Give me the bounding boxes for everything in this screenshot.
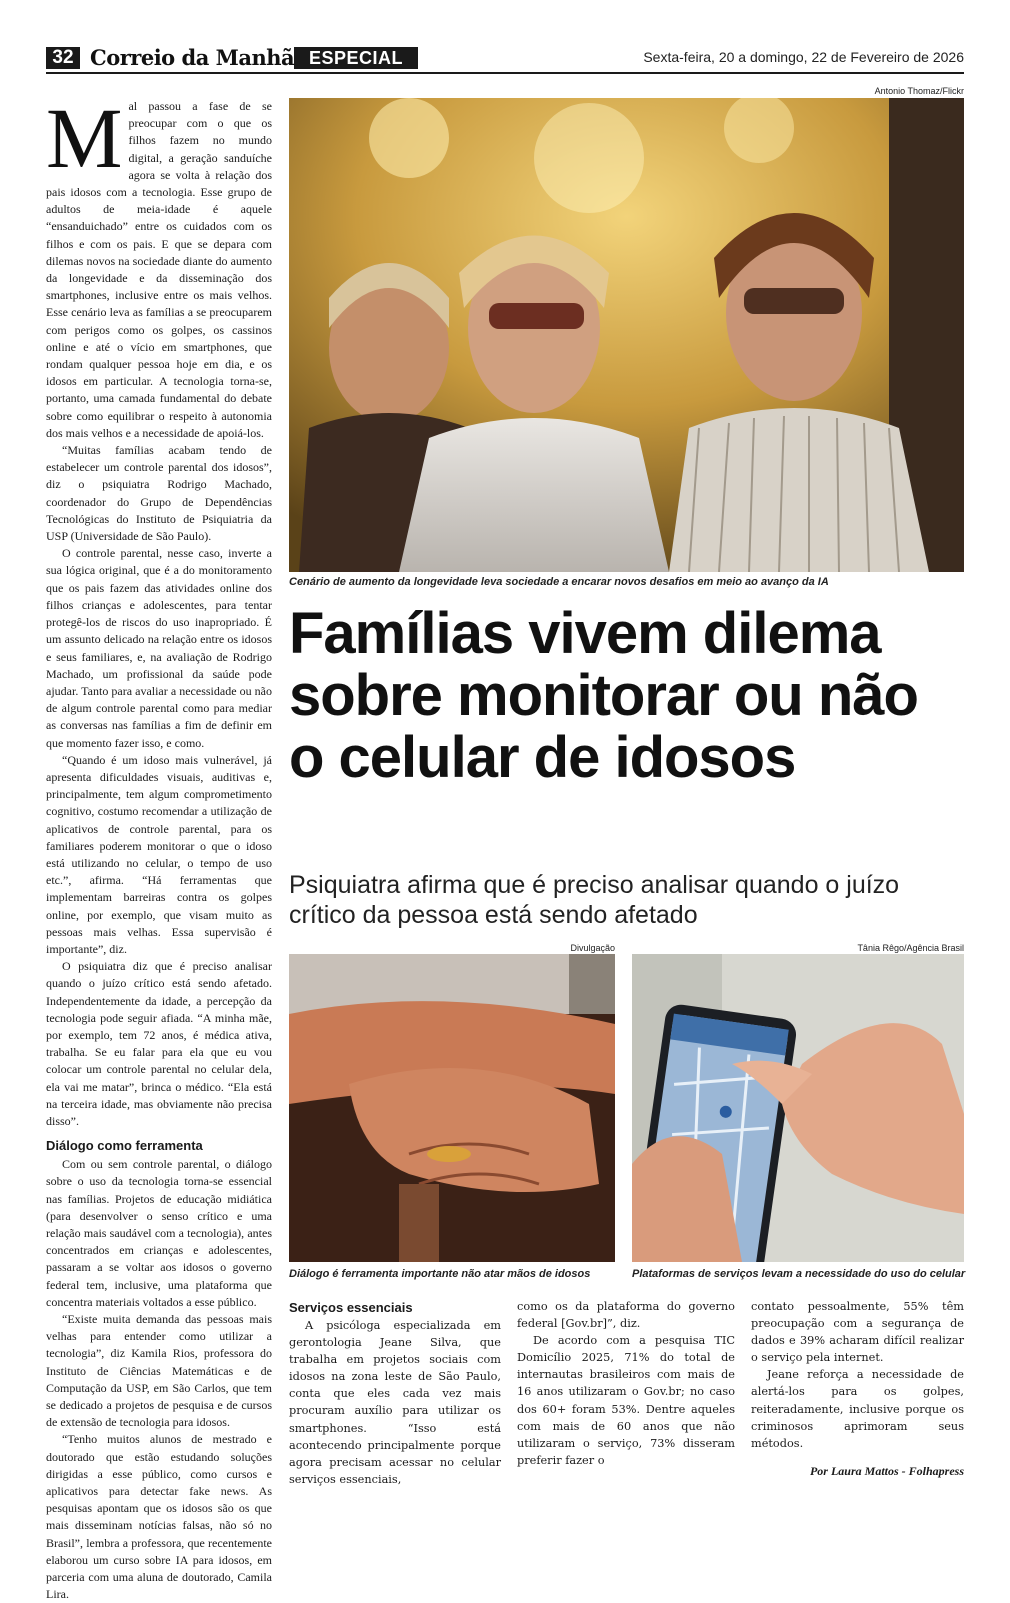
article-left-column: [46, 90, 272, 1603]
main-photo-illustration: [289, 98, 964, 572]
subheadline: Psiquiatra afirma que é preciso analisar quando o juízo crítico da pessoa está sendo afetado: [289, 871, 900, 929]
main-photo-elderly-women: [289, 98, 964, 572]
article-column-3: [517, 1298, 735, 1469]
photo-hand-smartphone: [632, 954, 964, 1262]
phone-photo-illustration: [632, 954, 964, 1262]
article-subhead: Diálogo como ferramenta: [46, 1138, 203, 1154]
article-paragraph: “Quando é um idoso mais vulnerável, já apresenta dificuldades visuais, auditivas e, principalmente, tem algum comprometimento cognitivo, costumo recomendar a utilização de aplicativos de controle parental, para os familiares poderem monitorar o que o idoso está utilizando no celular, o tempo de uso etc.”, afirma. “Há ferramentas que implementam barreiras contra os golpes online, por exemplo, que visam muito as pessoas mais velhas. Essa supervisão é importante”, diz.: [46, 752, 272, 956]
section-label: ESPECIAL: [294, 47, 418, 69]
photo-elderly-hands: [289, 954, 615, 1262]
newspaper-brand: Correio da Manhã: [90, 45, 295, 70]
article-paragraph: Jeane reforça a necessidade de alertá-los para os golpes, reiteradamente, inclusive porque os criminosos aprimoram seus métodos.: [751, 1368, 964, 1450]
article-column-2: [289, 1298, 501, 1488]
article-column-4: [751, 1298, 964, 1452]
article-paragraph: Com ou sem controle parental, o diálogo sobre o uso da tecnologia torna-se essencial nas famílias. Projetos de educação midiática (para desenvolver o senso crítico e uma relação mais saudável com a tecnologia), antes concentrados em crianças e adolescentes, passaram a se voltar aos idosos o governo federal tem, inclusive, uma plataforma que concentra materiais voltados a esse público.: [46, 1157, 272, 1309]
article-paragraph: como os da plataforma do governo federal [Gov.br]”, diz.: [517, 1300, 735, 1331]
article-paragraph: “Tenho muitos alunos de mestrado e doutorado que estão estudando soluções dirigidas a esse público, como cursos e aplicativos para detectar fake news. As pesquisas apontam que os idosos são os que mais disseminam notícias falsas, não só no Brasil”, lembra a professora, que recentemente elaborou um curso sobre IA para idosos, em parceria com uma aluna de doutorado, Camila Lira.: [46, 1432, 272, 1602]
edition-date: Sexta-feira, 20 a domingo, 22 de Fevereiro de 2026: [643, 49, 964, 65]
photo-credit-main: Antonio Thomaz/Flickr: [874, 86, 964, 96]
headline: Famílias vivem dilema sobre monitorar ou não o celular de idosos: [289, 601, 918, 790]
hands-photo-illustration: [289, 954, 615, 1262]
article-paragraph: “Existe muita demanda das pessoas mais velhas para entender como utilizar a tecnologia”, diz Kamila Rios, professora do Instituto de Ciências Matemáticas e de Computação da USP, em São Carlos, que tem se dedicado a projetos de pesquisa e de cursos de extensão de tecnologia para idosos.: [46, 1312, 272, 1430]
article-paragraph: O psiquiatra diz que é preciso analisar quando o juízo crítico está sendo afetado. Independentemente da idade, a percepção da tecnologia pode seguir afiada. “A minha mãe, por exemplo, tem 72 anos, é médica ativa, trabalha. Se eu falar para ela que eu vou colocar um controle parental no celular dela, ela vai me matar”, brinca o médico. “Ela está na terceira idade, mas obviamente não precisa disso”.: [46, 959, 272, 1128]
article-paragraph: O controle parental, nesse caso, inverte a sua lógica original, que é a do monitoramento que os pais fazem das atividades online dos filhos crianças e adolescentes, para tentar protegê-los de riscos do uso inapropriado. É um assunto delicado na relação entre os idosos e seus familiares, e, na avaliação de Rodrigo Machado, um profissional da saúde pode ajudar. Tanto para avaliar a necessidade ou não de algum controle parental como para mediar as conversas nas famílias a fim de definir em que momento fazer isso, e como.: [46, 546, 272, 750]
photo-caption-right: Plataformas de serviços levam a necessidade do uso do celular: [632, 1268, 966, 1280]
photo-caption-left: Diálogo é ferramenta importante não atar mãos de idosos: [289, 1268, 591, 1280]
page-number: 32: [46, 47, 80, 69]
article-subhead: Serviços essenciais: [289, 1300, 413, 1315]
paragraph-text: al passou a fase de se preocupar com o que os filhos fazem no mundo digital, a geração sanduíche agora se volta à relação dos pais idosos com a tecnologia. Esse grupo de adultos de meia-idade é aquele “ensanduichado” entre os cuidados com os filhos e com os pais. E que se depara com dilemas novos na sociedade diante do aumento da longevidade e da disseminação dos smartphones, inclusive entre os mais velhos. Esse cenário leva as famílias a se preocuparem com perigos como os golpes, os cassinos online e até o vício em smartphones, que rondam qualquer pessoa hoje em dia, e os idosos em particular. A tecnologia torna-se, portanto, uma camada fundamental do debate sobre como equilibrar o respeito à autonomia dos mais velhos e a necessidade de apoiá-los.: [46, 99, 272, 440]
article-paragraph: “Muitas famílias acabam tendo de estabelecer um controle parental dos idosos”, diz o psiquiatra Rodrigo Machado, coordenador do Grupo de Dependências Tecnológicas do Instituto de Psiquiatria da USP (Universidade de São Paulo).: [46, 443, 272, 544]
byline: Por Laura Mattos - Folhapress: [809, 1464, 964, 1478]
drop-cap: M: [46, 90, 123, 186]
article-paragraph: A psicóloga especializada em gerontologia Jeane Silva, que trabalha em projetos sociais com idosos na zona leste de São Paulo, conta que eles cada vez mais procuram auxílio para utilizar os smartphones. “Isso está acontecendo principalmente porque agora precisam acessar no celular serviços essenciais,: [289, 1319, 501, 1486]
header-rule: [46, 72, 964, 74]
article-paragraph: [46, 90, 272, 442]
article-paragraph: De acordo com a pesquisa TIC Domicílio 2025, 71% do total de internautas brasileiros com mais de 16 anos utilizaram o Gov.br; no caso dos 60+ foram 53%. Dentre aqueles com mais de 60 anos que não utilizaram o serviço, 73% disseram preferir fazer o: [517, 1334, 735, 1467]
article-paragraph: contato pessoalmente, 55% têm preocupação com a segurança de dados e 39% acharam difícil realizar o serviço pela internet.: [751, 1300, 964, 1365]
photo-caption-main: Cenário de aumento da longevidade leva sociedade a encarar novos desafios em meio ao avanço da IA: [289, 576, 829, 588]
photo-credit-left: Divulgação: [570, 943, 615, 953]
photo-credit-right: Tânia Rêgo/Agência Brasil: [857, 943, 964, 953]
